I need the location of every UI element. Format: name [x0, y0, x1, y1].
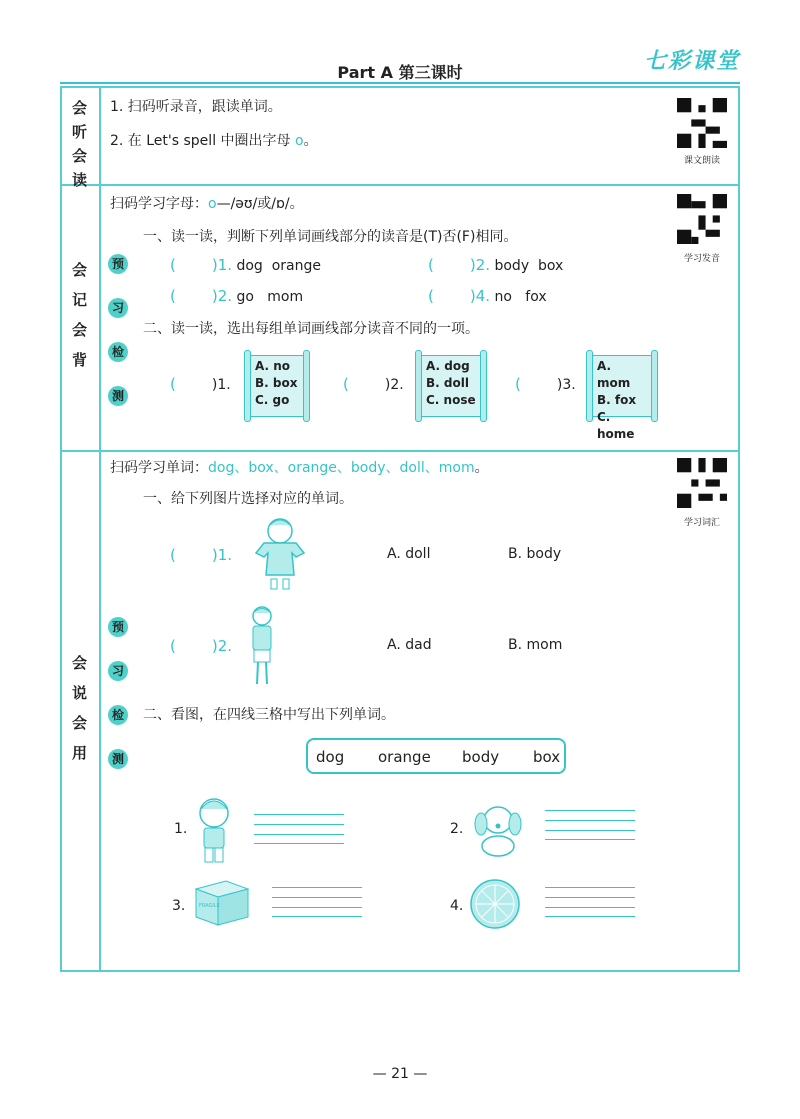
page-number: — 21 —: [372, 1066, 428, 1082]
write-lines-4[interactable]: [545, 887, 635, 917]
sec2-intro: 扫码学习字母：o—/əʊ/或/ɒ/。: [110, 196, 304, 212]
options-scroll-3: A. mom B. fox C. home: [590, 355, 654, 417]
sec2-part1-title: 一、读一读，判断下列单词画线部分的读音是(T)否(F)相同。: [143, 229, 518, 245]
write-item-2-number: 2.: [450, 821, 464, 837]
options-scroll-1: A. no B. box C. go: [248, 355, 306, 417]
write-lines-1[interactable]: [254, 814, 344, 844]
instruction-1: 1. 扫码听录音，跟读单词。: [110, 99, 282, 115]
badge-study: 习: [108, 298, 128, 318]
word-bank: dog orange body box: [306, 738, 566, 774]
write-item-3-number: 3.: [172, 898, 186, 914]
tf-item-3: ( )2. go mom: [170, 287, 304, 305]
picture-choice-2: ( )2.: [170, 637, 233, 655]
qr-code-icon[interactable]: [677, 97, 727, 149]
option-a-doll: A. doll: [387, 546, 431, 562]
tf-item-1: ( )1. dog orange: [170, 256, 322, 274]
write-lines-2[interactable]: [545, 810, 635, 840]
doll-image: [240, 515, 320, 591]
section-divider-2: [60, 450, 740, 452]
section-label-memorize: 会 记 会 背: [71, 261, 87, 369]
qr-label-vocab: 学习词汇: [683, 518, 720, 528]
write-lines-3[interactable]: [272, 887, 362, 917]
badge-study: 习: [108, 661, 128, 681]
header-divider: [60, 82, 740, 84]
choice-item-3: ( )3.: [515, 375, 576, 393]
option-a-dad: A. dad: [387, 637, 432, 653]
boy-image: [244, 604, 280, 688]
tf-item-2: ( )2. body box: [428, 256, 564, 274]
sec3-intro: 扫码学习单词：dog、box、orange、body、doll、mom。: [110, 460, 489, 476]
page-title: Part A 第三课时: [337, 63, 463, 82]
instruction-2: 2. 在 Let's spell 中圈出字母 o。: [110, 133, 318, 149]
options-scroll-2: A. dog B. doll C. nose: [419, 355, 483, 417]
sec3-part2-title: 二、看图，在四线三格中写出下列单词。: [143, 707, 395, 723]
badge-check: 检: [108, 705, 128, 725]
qr-code-icon[interactable]: [677, 193, 727, 245]
write-item-1-number: 1.: [174, 821, 188, 837]
letter-o: o: [294, 133, 304, 149]
label-column-divider: [99, 86, 101, 972]
svg-text:FRAGILE: FRAGILE: [199, 903, 220, 909]
section-label-speak-use: 会 说 会 用: [71, 654, 87, 762]
option-b-body: B. body: [508, 546, 562, 562]
picture-choice-1: ( )1.: [170, 546, 233, 564]
sec2-part2-title: 二、读一读，选出每组单词画线部分读音不同的一项。: [143, 321, 479, 337]
choice-item-2: ( )2.: [343, 375, 404, 393]
box-picture: [192, 877, 252, 927]
dog-picture: [466, 800, 530, 858]
qr-code-icon[interactable]: [677, 457, 727, 509]
qr-label-read: 课文朗读: [683, 156, 720, 166]
choice-item-1: ( )1.: [170, 375, 231, 393]
orange-picture: [469, 878, 521, 930]
tf-item-4: ( )4. no fox: [428, 287, 547, 305]
body-picture: [190, 795, 238, 865]
write-item-4-number: 4.: [450, 898, 464, 914]
sec3-part1-title: 一、给下列图片选择对应的单词。: [143, 491, 353, 507]
section-divider-1: [60, 184, 740, 186]
brand-logo: 七彩课堂: [643, 48, 740, 74]
section-label-listen-read: 会 听 会 读: [71, 99, 87, 189]
badge-preview: 预: [108, 617, 128, 637]
badge-test: 测: [108, 386, 128, 406]
qr-label-pronounce: 学习发音: [683, 254, 720, 264]
option-b-mom: B. mom: [508, 637, 563, 653]
badge-test: 测: [108, 749, 128, 769]
badge-check: 检: [108, 342, 128, 362]
badge-preview: 预: [108, 254, 128, 274]
content-frame: [60, 86, 740, 972]
